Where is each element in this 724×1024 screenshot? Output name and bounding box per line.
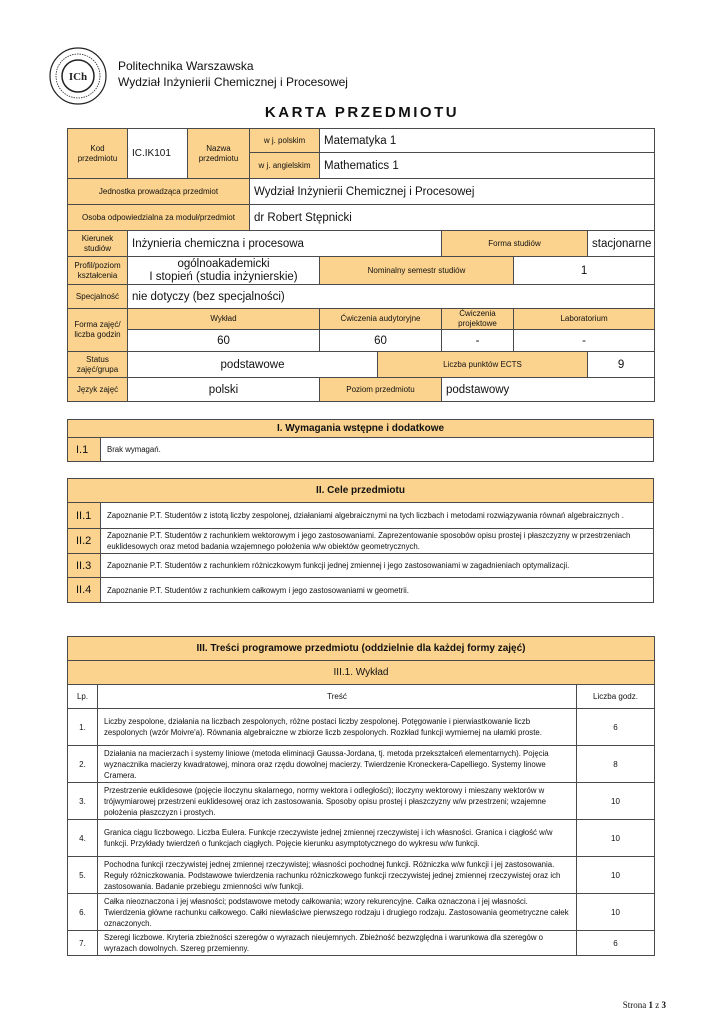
forma-zajec-label: Forma zajęć/ liczba godzin [68, 309, 128, 352]
form-wyklad-name: Wykład [128, 309, 320, 330]
forma-studiow-label: Forma studiów [442, 231, 588, 257]
form-cwiczenia-proj-name: Ćwiczenia projektowe [442, 309, 514, 330]
row-hours: 6 [577, 931, 655, 956]
pl-label: w j. polskim [250, 129, 320, 153]
form-laboratorium-hours: - [514, 330, 655, 352]
faculty-name: Wydział Inżynierii Chemicznej i Procesowej [118, 75, 348, 89]
row-hours: 8 [577, 746, 655, 783]
table-row [68, 931, 655, 956]
form-wyklad-hours: 60 [128, 330, 320, 352]
row-lp: 2. [68, 746, 98, 783]
row-hours: 10 [577, 857, 655, 894]
table-row [68, 894, 655, 931]
footer-of: z [655, 1000, 660, 1010]
en-label: w j. angielskim [250, 153, 320, 179]
kod-value: IC.IK101 [128, 129, 188, 179]
table-row [68, 709, 655, 746]
profil-label: Profil/poziom kształcenia [68, 257, 128, 285]
requirement-number: I.1 [68, 438, 101, 462]
kod-label: Kod przedmiotu [68, 129, 128, 179]
goal-number: II.2 [68, 529, 101, 554]
document-header [48, 46, 688, 110]
status-label: Status zajęć/grupa [68, 352, 128, 378]
status-value: podstawowe [128, 352, 378, 378]
jednostka-label: Jednostka prowadząca przedmiot [68, 179, 250, 205]
row-lp: 5. [68, 857, 98, 894]
row-text: Granica ciągu liczbowego. Liczba Eulera. Funkcje rzeczywiste jednej zmiennej rzeczywistej i ich własności. Granica i ciągłość w/w funkcji. Przykłady twierdzeń o funkcjach ciągłych. Pojęcie kierunku asymptotycznego do wykresu w/w funkcji. [98, 820, 577, 857]
table-row [68, 746, 655, 783]
jednostka-value: Wydział Inżynierii Chemicznej i Procesowej [250, 179, 655, 205]
row-lp: 6. [68, 894, 98, 931]
profil-value-2: I stopień (studia inżynierskie) [149, 270, 298, 283]
section-goals [67, 478, 654, 603]
specjalnosc-label: Specjalność [68, 285, 128, 309]
row-lp: 7. [68, 931, 98, 956]
row-hours: 10 [577, 894, 655, 931]
semestr-label: Nominalny semestr studiów [320, 257, 514, 285]
goal-number: II.1 [68, 503, 101, 529]
goal-text: Zapoznanie P.T. Studentów z rachunkiem wektorowym i jego zastosowaniami. Zaprezentowanie sposobów opisu prostej i płaszczyzny w przestrzeniach euklidesowych oraz metod badania wzajemnego położenia w/w obiektów geometrycznych. [101, 529, 654, 554]
row-hours: 10 [577, 783, 655, 820]
form-cwiczenia-aud-name: Ćwiczenia audytoryjne [320, 309, 442, 330]
page-footer [623, 1000, 666, 1010]
page-title: KARTA PRZEDMIOTU [264, 104, 460, 121]
row-text: Pochodna funkcji rzeczywistej jednej zmiennej rzeczywistej; własności pochodnej funkcji. Różniczka w/w funkcji i jej zastosowania. Reguły różniczkowania. Podstawowe twierdzenia rachunku różniczkowego funkcji rzeczywistej jednej zmiennej rzeczywistej oraz ich zastosowania. Badanie przebiegu zmienności w/w funkcji. [98, 857, 577, 894]
requirement-text: Brak wymagań. [101, 438, 654, 462]
row-lp: 4. [68, 820, 98, 857]
section-requirements [67, 419, 654, 462]
row-hours: 10 [577, 820, 655, 857]
university-name: Politechnika Warszawska [118, 59, 254, 73]
goal-number: II.4 [68, 578, 101, 603]
goal-text: Zapoznanie P.T. Studentów z rachunkiem różniczkowym funkcji jednej zmiennej i jego zastosowaniami w zagadnieniach optymalizacji. [101, 554, 654, 578]
pl-value: Matematyka 1 [320, 129, 655, 153]
footer-page: 1 [648, 1000, 653, 1010]
row-text: Działania na macierzach i systemy liniowe (metoda eliminacji Gaussa-Jordana, tj. metoda przekształceń elementarnych). Pojęcia wyznacznika macierzy kwadratowej, minora oraz rzędu dowolnej macierzy. Twierdzenie Kroneckera-Capelliego. Systemy linowe Cramera. [98, 746, 577, 783]
svg-text:ICh: ICh [68, 71, 88, 83]
col-tresc-header: Treść [98, 685, 577, 709]
semestr-value: 1 [514, 257, 655, 285]
poziom-label: Poziom przedmiotu [320, 378, 442, 402]
university-logo [48, 46, 108, 106]
goal-number: II.3 [68, 554, 101, 578]
row-text: Całka nieoznaczona i jej własności; podstawowe metody całkowania; wzory rekurencyjne. Całka oznaczona i jej własności. Twierdzenia główne rachunku całkowego. Całki niewłaściwe pierwszego rodzaju i drugiego rodzaju. Zastosowania geometryczne całek oznaczonych. [98, 894, 577, 931]
specjalnosc-value: nie dotyczy (bez specjalności) [128, 285, 655, 309]
nazwa-label: Nazwa przedmiotu [188, 129, 250, 179]
poziom-value: podstawowy [442, 378, 655, 402]
col-hours-header: Liczba godz. [577, 685, 655, 709]
jezyk-value: polski [128, 378, 320, 402]
goal-text: Zapoznanie P.T. Studentów z rachunkiem całkowym i jego zastosowaniami w geometrii. [101, 578, 654, 603]
en-value: Mathematics 1 [320, 153, 655, 179]
row-lp: 1. [68, 709, 98, 746]
section-content-subtitle: III.1. Wykład [68, 661, 655, 685]
kierunek-label: Kierunek studiów [68, 231, 128, 257]
jezyk-label: Język zajęć [68, 378, 128, 402]
goal-text: Zapoznanie P.T. Studentów z istotą liczby zespolonej, działaniami algebraicznymi na tych liczbach i metodami rozwiązywania równań algebraicznych . [101, 503, 654, 529]
osoba-value: dr Robert Stępnicki [250, 205, 655, 231]
section-content-title: III. Treści programowe przedmiotu (oddzielnie dla każdej formy zajęć) [68, 637, 655, 661]
row-text: Szeregi liczbowe. Kryteria zbieżności szeregów o wyrazach nieujemnych. Zbieżność bezwzględna i warunkowa dla szeregów o wyrazach dowolnych. Szereg przemienny. [98, 931, 577, 956]
table-row [68, 783, 655, 820]
section-content [67, 636, 655, 956]
row-hours: 6 [577, 709, 655, 746]
osoba-label: Osoba odpowiedzialna za moduł/przedmiot [68, 205, 250, 231]
footer-strona: Strona [622, 1000, 647, 1010]
table-row [68, 820, 655, 857]
row-lp: 3. [68, 783, 98, 820]
table-row [68, 857, 655, 894]
kierunek-value: Inżynieria chemiczna i procesowa [128, 231, 442, 257]
form-cwiczenia-proj-hours: - [442, 330, 514, 352]
form-laboratorium-name: Laboratorium [514, 309, 655, 330]
row-text: Przestrzenie euklidesowe (pojęcie iloczynu skalarnego, normy wektora i odległości); iloczyny wektorowy i mieszany wektorów w trójwymiarowej przestrzeni euklidesowej oraz ich zastosowania. Sposoby opisu prostej i płaszczyzny w/w przestrzeni; wzajemne położenia płaszczyzn i prostych. [98, 783, 577, 820]
profil-value-1: ogólnoakademicki [177, 257, 270, 270]
course-card-table [67, 128, 655, 402]
section-goals-title: II. Cele przedmiotu [68, 479, 654, 503]
col-lp-header: Lp. [68, 685, 98, 709]
forma-studiow-value: stacjonarne [588, 231, 655, 257]
ects-value: 9 [588, 352, 655, 378]
form-cwiczenia-aud-hours: 60 [320, 330, 442, 352]
row-text: Liczby zespolone, działania na liczbach zespolonych, różne postaci liczby zespolonej. Potęgowanie i pierwiastkowanie liczb zespolonych (wzór Moivre'a). Równania algebraiczne w zbiorze liczb zespolonych. Rozkład funkcji wymiernej na ułamki proste. [98, 709, 577, 746]
ects-label: Liczba punktów ECTS [378, 352, 588, 378]
section-requirements-title: I. Wymagania wstępne i dodatkowe [68, 420, 654, 438]
footer-total: 3 [661, 1000, 666, 1010]
